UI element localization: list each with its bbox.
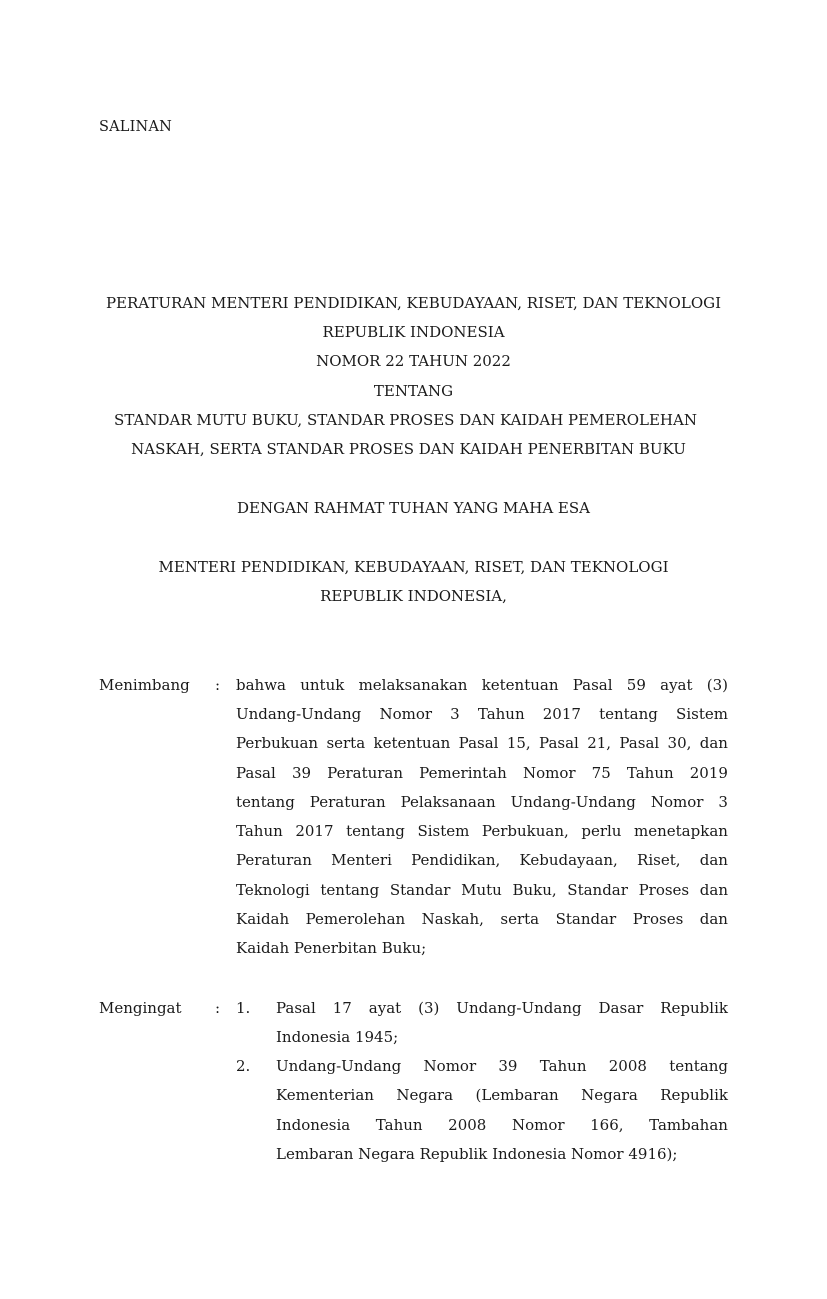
item-line: Kementerian Negara (Lembaran Negara Republik (276, 1086, 728, 1104)
title-line: NOMOR 22 TAHUN 2022 (316, 352, 511, 370)
paragraph-line: Perbukuan serta ketentuan Pasal 15, Pasal 21, Pasal 30, dan (236, 734, 728, 752)
title-line: TENTANG (373, 382, 454, 400)
item-line: Indonesia Tahun 2008 Nomor 166, Tambahan (276, 1116, 728, 1134)
issuer-line: MENTERI PENDIDIKAN, KEBUDAYAAN, RISET, DAN TEKNOLOGI (158, 558, 669, 576)
paragraph-line: Undang-Undang Nomor 3 Tahun 2017 tentang Sistem (236, 705, 728, 723)
title-line: STANDAR MUTU BUKU, STANDAR PROSES DAN KAIDAH PEMEROLEHAN (114, 411, 697, 429)
menimbang-label: Menimbang (99, 676, 190, 694)
copy-mark: SALINAN (99, 119, 173, 135)
item-number: 1. (236, 999, 251, 1017)
item-line: Pasal 17 ayat (3) Undang-Undang Dasar Republik (276, 999, 728, 1017)
item-line: Lembaran Negara Republik Indonesia Nomor 4916); (276, 1145, 678, 1163)
colon: : (215, 999, 221, 1017)
paragraph-line: bahwa untuk melaksanakan ketentuan Pasal 59 ayat (3) (236, 676, 728, 694)
paragraph-line: tentang Peraturan Pelaksanaan Undang-Undang Nomor 3 (236, 793, 728, 811)
paragraph-line: Kaidah Penerbitan Buku; (236, 939, 427, 957)
paragraph-line: Tahun 2017 tentang Sistem Perbukuan, perlu menetapkan (236, 822, 728, 840)
title-line: NASKAH, SERTA STANDAR PROSES DAN KAIDAH PENERBITAN BUKU (131, 440, 686, 458)
colon: : (215, 676, 221, 694)
item-line: Indonesia 1945; (276, 1028, 399, 1046)
paragraph-line: Peraturan Menteri Pendidikan, Kebudayaan, Riset, dan (236, 851, 728, 869)
paragraph-line: Teknologi tentang Standar Mutu Buku, Standar Proses dan (236, 881, 728, 899)
issuer-line: REPUBLIK INDONESIA, (320, 587, 507, 605)
title-line: PERATURAN MENTERI PENDIDIKAN, KEBUDAYAAN, RISET, DAN TEKNOLOGI (105, 294, 722, 312)
invocation: DENGAN RAHMAT TUHAN YANG MAHA ESA (237, 499, 590, 517)
item-number: 2. (236, 1057, 251, 1075)
paragraph-line: Pasal 39 Peraturan Pemerintah Nomor 75 Tahun 2019 (236, 764, 728, 782)
paragraph-line: Kaidah Pemerolehan Naskah, serta Standar Proses dan (236, 910, 728, 928)
title-line: REPUBLIK INDONESIA (322, 323, 505, 341)
item-line: Undang-Undang Nomor 39 Tahun 2008 tentang (276, 1057, 728, 1075)
mengingat-label: Mengingat (99, 999, 182, 1017)
